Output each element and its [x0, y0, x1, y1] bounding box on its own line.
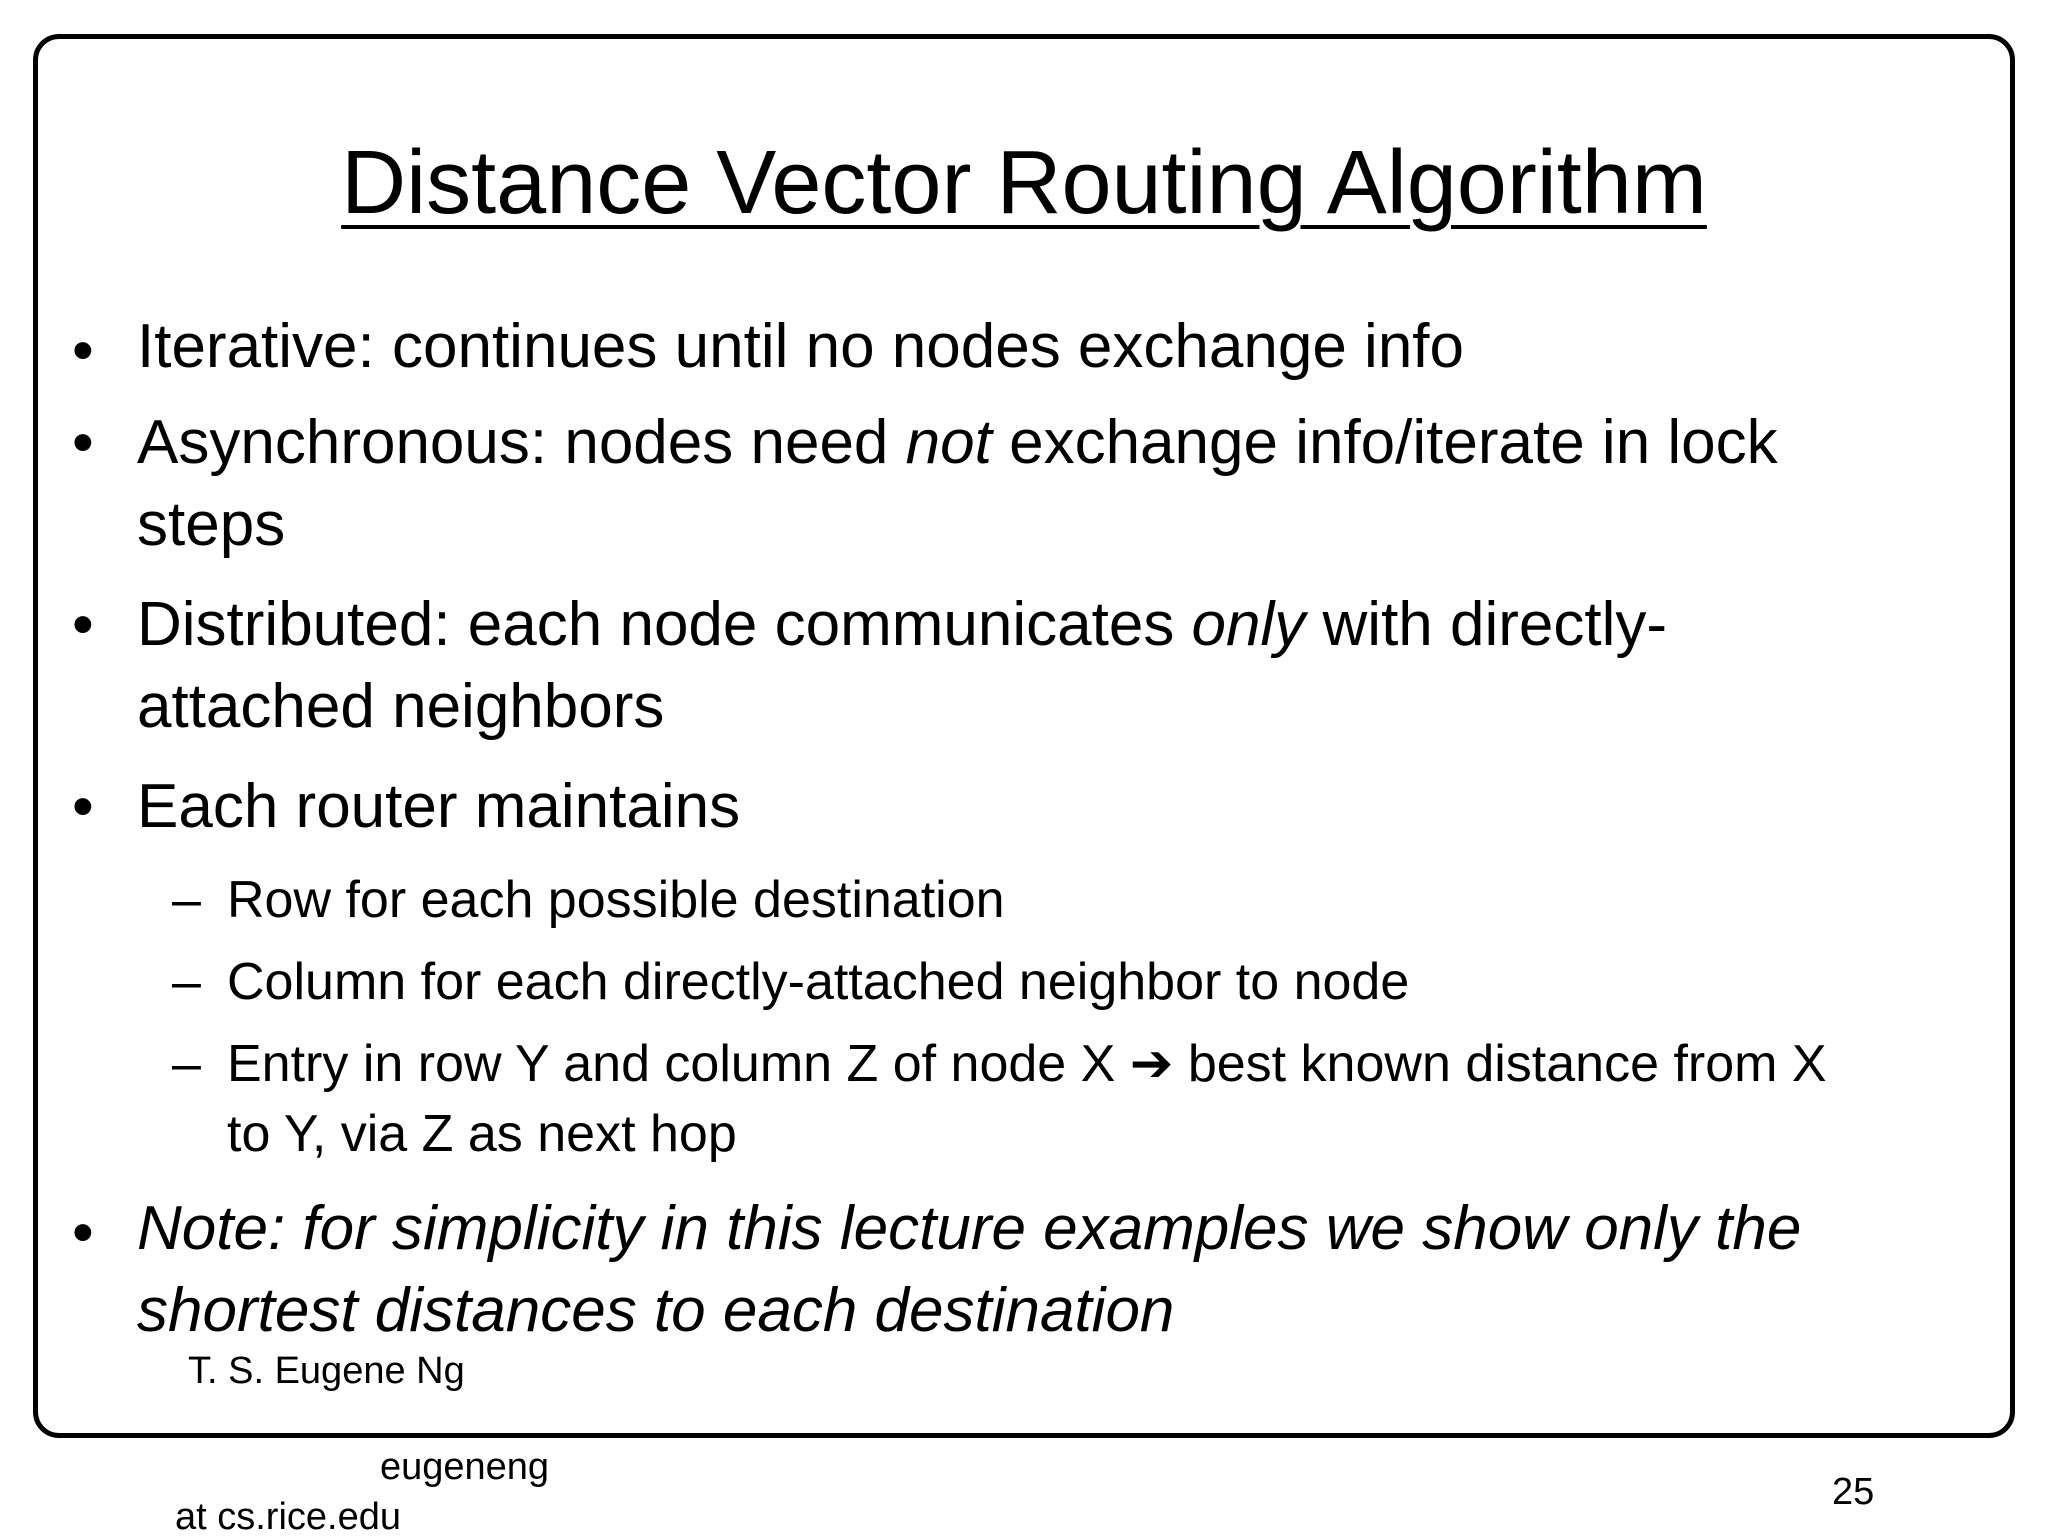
- bullet-marker: •: [72, 408, 94, 477]
- footer-email-line2: at cs.rice.edu: [175, 1496, 401, 1538]
- sub-item-column: Column for each directly-attached neighbor to node: [227, 953, 1410, 1011]
- footer-author: T. S. Eugene Ng: [188, 1350, 465, 1392]
- bullet-marker: •: [72, 316, 94, 385]
- sub-item-entry-pre: Entry in row Y and column Z of node X: [227, 1035, 1130, 1093]
- page-number: 25: [1832, 1471, 1875, 1513]
- note-text-line2: shortest distances to each destination: [137, 1276, 1175, 1345]
- sub-marker: –: [172, 953, 201, 1011]
- bullet-text-line1: [137, 584, 2017, 666]
- bullet-marker: •: [72, 590, 94, 659]
- right-arrow-icon: ➔: [1129, 1035, 1174, 1093]
- footer-email-line1: eugeneng: [380, 1446, 550, 1488]
- bullet-text-line2: steps: [137, 490, 286, 559]
- sub-item-entry-line2: to Y, via Z as next hop: [227, 1105, 737, 1163]
- bullet-text-post: exchange info/iterate in lock: [991, 408, 1778, 477]
- bullet-text: Iterative: continues until no nodes exchange info: [137, 312, 1465, 381]
- slide-title: Distance Vector Routing Algorithm: [341, 133, 1707, 233]
- bullet-text-line2: attached neighbors: [137, 672, 665, 741]
- bullet-text: Each router maintains: [137, 772, 741, 841]
- bullet-text-emphasis: not: [905, 408, 992, 477]
- bullet-text-line1: [137, 402, 2017, 484]
- sub-item-row: Row for each possible destination: [227, 871, 1005, 929]
- sub-marker: –: [172, 871, 201, 929]
- bullet-text-post: with directly-: [1305, 590, 1668, 659]
- bullet-marker: •: [72, 772, 94, 841]
- sub-marker: –: [172, 1035, 201, 1093]
- bullet-text-pre: Distributed: each node communicates: [137, 590, 1192, 659]
- bullet-text-pre: Asynchronous: nodes need: [137, 408, 906, 477]
- sub-item-entry-post: best known distance from X: [1173, 1035, 1827, 1093]
- bullet-marker: •: [72, 1198, 94, 1267]
- note-text-line1: Note: for simplicity in this lecture examples we show only the: [137, 1194, 1802, 1263]
- bullet-text-emphasis: only: [1191, 590, 1306, 659]
- sub-item-entry-line1: [227, 1030, 2027, 1098]
